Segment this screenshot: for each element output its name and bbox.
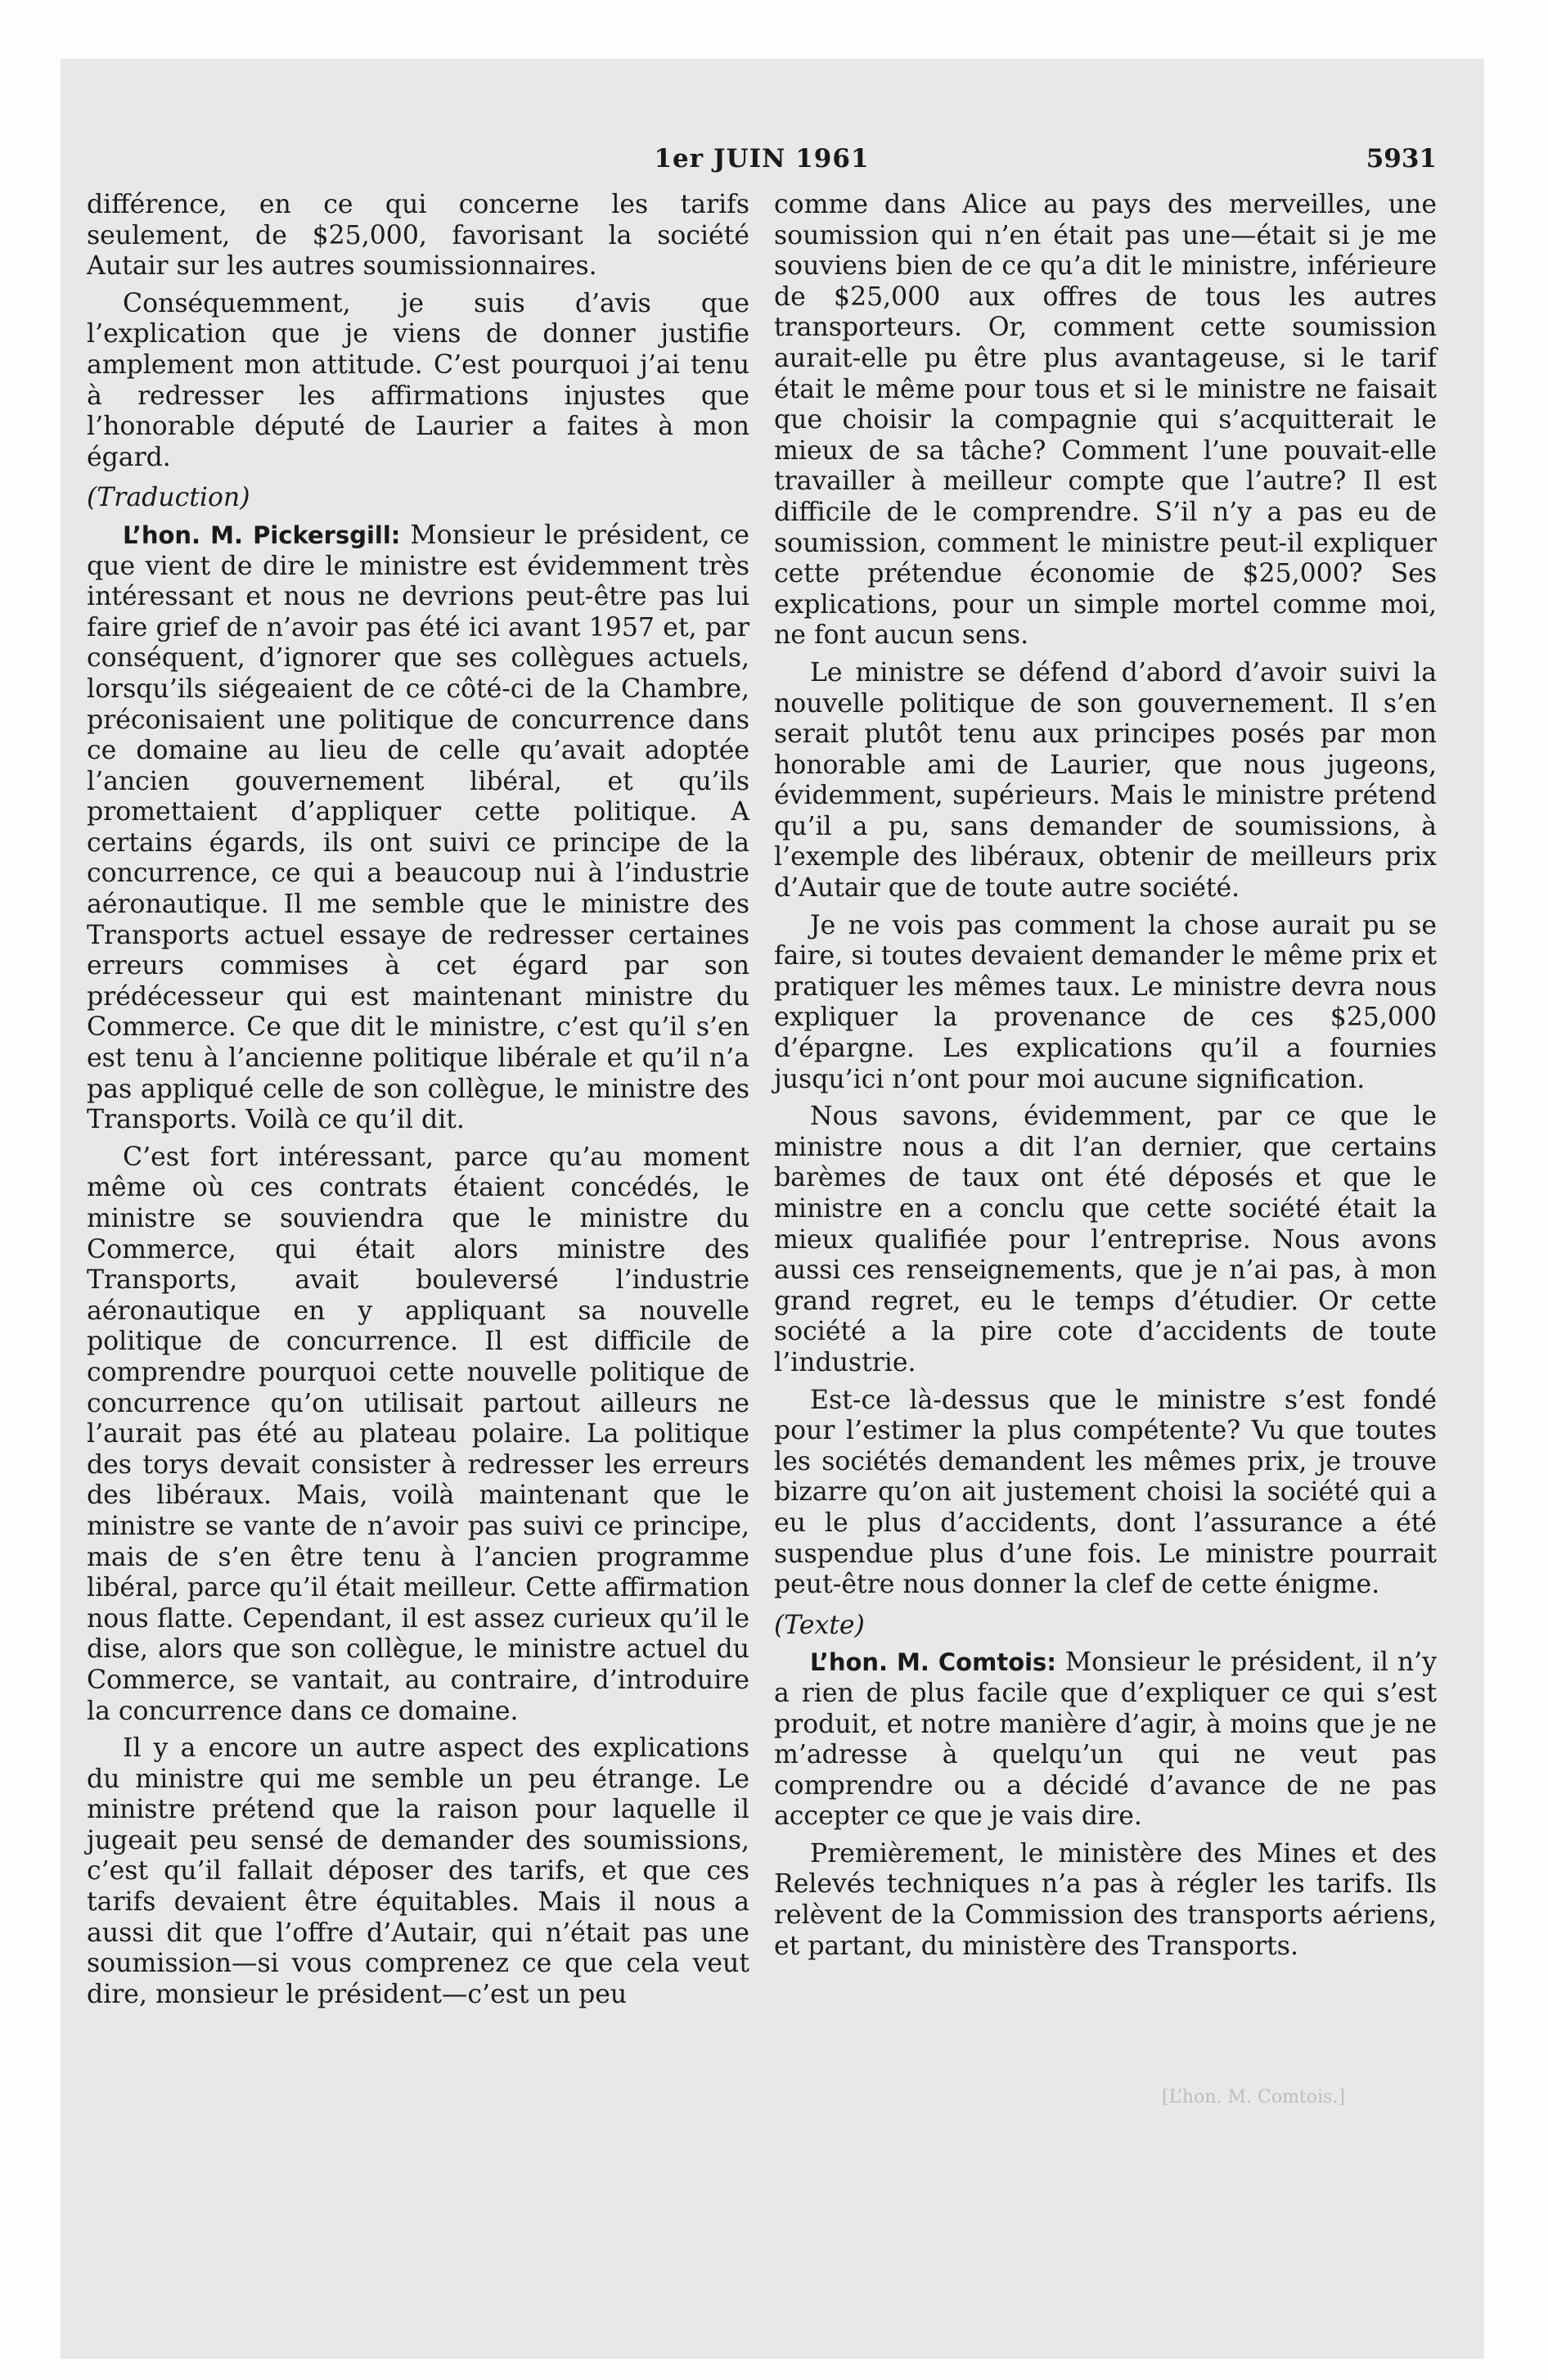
speech-text: Monsieur le président, il n’y a rien de plus facile que d’expliquer ce qui s’est produit, et notre manière d’agir, à moins que je ne m’adresse à quelqu’un qui ne veut pas comprendre ou a décidé d’avance de ne pas accepter ce que je vais dire. — [774, 1648, 1437, 1832]
paragraph: Premièrement, le ministère des Mines et des Relevés techniques n’a pas à régler les tarifs. Ils relèvent de la Commission des transports aériens, et partant, du ministère des Transports. — [774, 1838, 1437, 1961]
speech-paragraph — [87, 521, 749, 1136]
speaker-name: L’hon. M. Pickersgill: — [123, 521, 401, 549]
paragraph: différence, en ce qui concerne les tarifs seulement, de $25,000, favorisant la société Autair sur les autres soumissionnaires. — [87, 190, 749, 282]
page-header — [87, 144, 1437, 185]
left-column — [87, 190, 749, 2017]
paragraph: comme dans Alice au pays des merveilles, une soumission qui n’en était pas une—était si je me souviens bien de ce qu’a dit le ministre, inférieure de $25,000 aux offres de tous les autres transporteurs. Or, comment cette soumission aurait-elle pu être plus avantageuse, si le tarif était le même pour tous et si le ministre ne faisait que choisir la compagnie qui s’acquitterait le mieux de sa tâche? Comment l’une pouvait-elle travailler à meilleur compte que l’autre? Il est difficile de le comprendre. S’il n’y a pas eu de soumission, comment le ministre peut-il expliquer cette prétendue économie de $25,000? Ses explications, pour un simple mortel comme moi, ne font aucun sens. — [774, 190, 1437, 651]
paragraph: C’est fort intéressant, parce qu’au moment même où ces contrats étaient concédés, le ministre se souviendra que le ministre du Commerce, qui était alors ministre des Transports, avait bouleversé l’industrie aéronautique en y appliquant sa nouvelle politique de concurrence. Il est difficile de comprendre pourquoi cette nouvelle politique de concurrence qu’on utilisait partout ailleurs ne l’aurait pas été au plateau polaire. La politique des torys devait consister à redresser les erreurs des libéraux. Mais, voilà maintenant que le ministre se vante de n’avoir pas suivi ce principe, mais de s’en être tenu à l’ancien programme libéral, parce qu’il était meilleur. Cette affirmation nous flatte. Cependant, il est assez curieux qu’il le dise, alors que son collègue, le ministre actuel du Commerce, se vantait, au contraire, d’introduire la concurrence dans ce domaine. — [87, 1142, 749, 1726]
paragraph: Nous savons, évidemment, par ce que le ministre nous a dit l’an dernier, que certains barèmes de taux ont été déposés et que le ministre en a conclu que cette société était la mieux qualifiée pour l’entreprise. Nous avons aussi ces renseignements, que je n’ai pas, à mon grand regret, eu le temps d’étudier. Or cette société a la pire cote d’accidents de toute l’industrie. — [774, 1102, 1437, 1377]
speech-text: Monsieur le président, ce que vient de dire le ministre est évidemment très intéressant et nous ne devrions peut-être pas lui faire grief de n’avoir pas été ici avant 1957 et, par conséquent, d’ignorer que ses collègues actuels, lorsqu’ils siégeaient de ce côté-ci de la Chambre, préconisaient une politique de concurrence dans ce domaine au lieu de celle qu’avait adoptée l’ancien gouvernement libéral, et qu’ils promettaient d’appliquer cette politique. A certains égards, ils ont suivi ce principe de la concurrence, ce qui a beaucoup nui à l’industrie aéronautique. Il me semble que le ministre des Transports actuel essaye de redresser certaines erreurs commises à cet égard par son prédécesseur qui est maintenant ministre du Commerce. Ce que dit le ministre, c’est qu’il s’en est tenu à l’ancienne politique libérale et qu’il n’a pas appliqué celle de son collègue, le ministre des Transports. Voilà ce qu’il dit. — [87, 520, 749, 1135]
header-date: 1er JUIN 1961 — [654, 144, 870, 174]
page-number: 5931 — [1366, 144, 1437, 174]
right-column — [774, 190, 1437, 1968]
speech-paragraph — [774, 1648, 1437, 1832]
paragraph: Est-ce là-dessus que le ministre s’est fondé pour l’estimer la plus compétente? Vu que toutes les sociétés demandent les mêmes prix, je trouve bizarre qu’on ait justement choisi la société qui a eu le plus d’accidents, dont l’assurance a été suspendue plus d’une fois. Le ministre pourrait peut-être nous donner la clef de cette énigme. — [774, 1385, 1437, 1600]
paragraph: Je ne vois pas comment la chose aurait pu se faire, si toutes devaient demander le même prix et pratiquer les mêmes taux. Le ministre devra nous expliquer la provenance de ces $25,000 d’épargne. Les explications qu’il a fournies jusqu’ici n’ont pour moi aucune signification. — [774, 910, 1437, 1094]
paragraph: Il y a encore un autre aspect des explications du ministre qui me semble un peu étrange. Le ministre prétend que la raison pour laquelle il jugeait peu sensé de demander des soumissions, c’est qu’il fallait déposer des tarifs, et que ces tarifs devaient être équitables. Mais il nous a aussi dit que l’offre d’Autair, qui n’était pas une soumission—si vous comprenez ce que cela veut dire, monsieur le président—c’est un peu — [87, 1733, 749, 2009]
paragraph: Le ministre se défend d’abord d’avoir suivi la nouvelle politique de son gouvernement. Il s’en serait plutôt tenu aux principes posés par mon honorable ami de Laurier, que nous jugeons, évidemment, supérieurs. Mais le ministre prétend qu’il a pu, sans demander de soumissions, à l’exemple des libéraux, obtenir de meilleurs prix d’Autair que de toute autre société. — [774, 657, 1437, 904]
bleed-through-text: [L’hon. M. Comtois.] — [1162, 2087, 1345, 2107]
section-heading: (Texte) — [774, 1610, 865, 1640]
paragraph: Conséquemment, je suis d’avis que l’explication que je viens de donner justifie amplement mon attitude. C’est pourquoi j’ai tenu à redresser les affirmations injustes que l’honorable député de Laurier a faites à mon égard. — [87, 288, 749, 472]
speaker-name: L’hon. M. Comtois: — [810, 1648, 1056, 1677]
section-heading: (Traduction) — [87, 483, 250, 513]
